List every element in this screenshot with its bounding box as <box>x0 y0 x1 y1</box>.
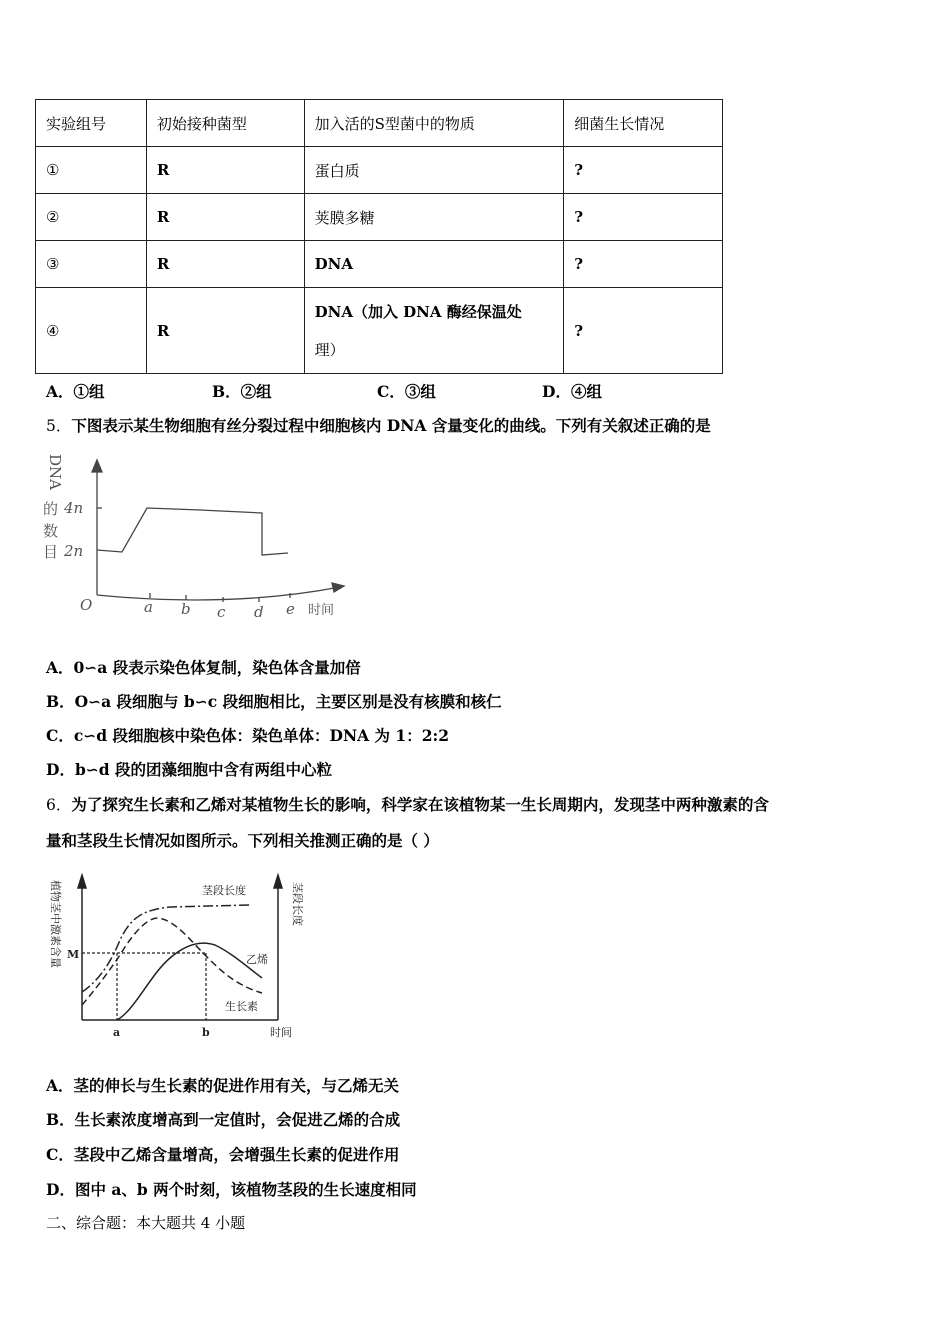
cell-group: ② <box>36 194 147 241</box>
m-label: M <box>67 948 80 961</box>
y-right-axis-label: 茎段长度 <box>291 882 304 926</box>
option-d[interactable]: D．④组 <box>542 382 602 401</box>
y-label-char1: 的 <box>43 500 59 518</box>
cell-strain: R <box>146 288 304 374</box>
origin-label: O <box>80 596 93 614</box>
question-text: 下图表示某生物细胞有丝分裂过程中细胞核内 DNA 含量变化的曲线。下列有关叙述正确的是 <box>71 416 711 435</box>
header-group: 实验组号 <box>36 100 147 147</box>
cell-strain: R <box>146 147 304 194</box>
q5-option-a[interactable]: A．0∽a 段表示染色体复制，染色体含量加倍 <box>46 658 361 677</box>
header-substance: 加入活的S型菌中的物质 <box>304 100 564 147</box>
y-label-char3: 目 <box>43 543 59 561</box>
table-row <box>36 241 723 288</box>
x-tick-d: d <box>254 603 264 621</box>
cell-substance <box>304 288 564 374</box>
cell-group: ① <box>36 147 147 194</box>
q4-options <box>46 380 746 400</box>
x-axis-label: 时间 <box>308 603 335 618</box>
y-label-char2: 数 <box>43 522 59 540</box>
q6-option-d[interactable]: D．图中 a、b 两个时刻，该植物茎段的生长速度相同 <box>46 1180 417 1199</box>
q6-option-b[interactable]: B．生长素浓度增高到一定值时，会促进乙烯的合成 <box>46 1110 401 1129</box>
dna-content-figure <box>40 440 360 630</box>
y-tick-4n: 4n <box>64 499 84 517</box>
x-tick-b: b <box>181 600 191 618</box>
y-label-dna: DNA <box>46 454 64 490</box>
curve-label-ethylene: 乙烯 <box>246 953 268 966</box>
x-tick-c: c <box>217 603 226 621</box>
cell-substance-line1: DNA（加入 DNA 酶经保温处 <box>314 302 522 321</box>
q5-option-c[interactable]: C．c∽d 段细胞核中染色体：染色单体：DNA 为 1：2:2 <box>46 726 450 745</box>
q6-option-a[interactable]: A．茎的伸长与生长素的促进作用有关，与乙烯无关 <box>46 1076 400 1095</box>
question-number: 5． <box>46 417 72 435</box>
q6-option-c[interactable]: C．茎段中乙烯含量增高，会增强生长素的促进作用 <box>46 1145 400 1164</box>
cell-substance-line2: 理） <box>314 340 345 359</box>
header-strain: 初始接种菌型 <box>146 100 304 147</box>
cell-substance: 蛋白质 <box>304 147 564 194</box>
cell-growth: ? <box>564 194 723 241</box>
curve-label-stem-length: 茎段长度 <box>202 884 246 897</box>
header-growth: 细菌生长情况 <box>564 100 723 147</box>
experiment-table <box>35 99 723 374</box>
cell-growth: ? <box>564 241 723 288</box>
x-tick-b: b <box>202 1026 210 1039</box>
option-c[interactable]: C．③组 <box>377 382 436 401</box>
x-tick-a: a <box>113 1026 121 1039</box>
cell-group: ③ <box>36 241 147 288</box>
hormone-figure <box>40 860 310 1045</box>
x-tick-e: e <box>286 600 295 618</box>
x-tick-a: a <box>144 598 153 616</box>
option-a[interactable]: A．①组 <box>46 382 105 401</box>
option-b[interactable]: B．②组 <box>212 382 272 401</box>
y-left-axis-label: 植物茎中激素含量 <box>49 880 62 968</box>
q5-stem <box>46 414 711 436</box>
question-text: 为了探究生长素和乙烯对某植物生长的影响，科学家在该植物某一生长周期内，发现茎中两种激素的含 <box>71 795 769 814</box>
table-row <box>36 194 723 241</box>
section-heading: 二、综合题：本大题共 4 小题 <box>46 1214 246 1232</box>
table-row <box>36 288 723 374</box>
q5-option-b[interactable]: B．O∽a 段细胞与 b∽c 段细胞相比，主要区别是没有核膜和核仁 <box>46 692 502 711</box>
cell-substance: 荚膜多糖 <box>304 194 564 241</box>
q6-stem-line2: 量和茎段生长情况如图所示。下列相关推测正确的是（ ） <box>46 831 439 850</box>
cell-strain: R <box>146 241 304 288</box>
cell-strain: R <box>146 194 304 241</box>
cell-group: ④ <box>36 288 147 374</box>
q6-stem-line1 <box>46 793 769 815</box>
x-axis-label: 时间 <box>270 1026 292 1039</box>
question-number: 6． <box>46 796 72 814</box>
cell-growth: ? <box>564 288 723 374</box>
cell-growth: ? <box>564 147 723 194</box>
table-header-row <box>36 100 723 147</box>
q5-option-d[interactable]: D．b∽d 段的团藻细胞中含有两组中心粒 <box>46 760 333 779</box>
curve-label-auxin: 生长素 <box>225 1000 258 1013</box>
y-tick-2n: 2n <box>64 542 84 560</box>
cell-substance: DNA <box>304 241 564 288</box>
table-row <box>36 147 723 194</box>
